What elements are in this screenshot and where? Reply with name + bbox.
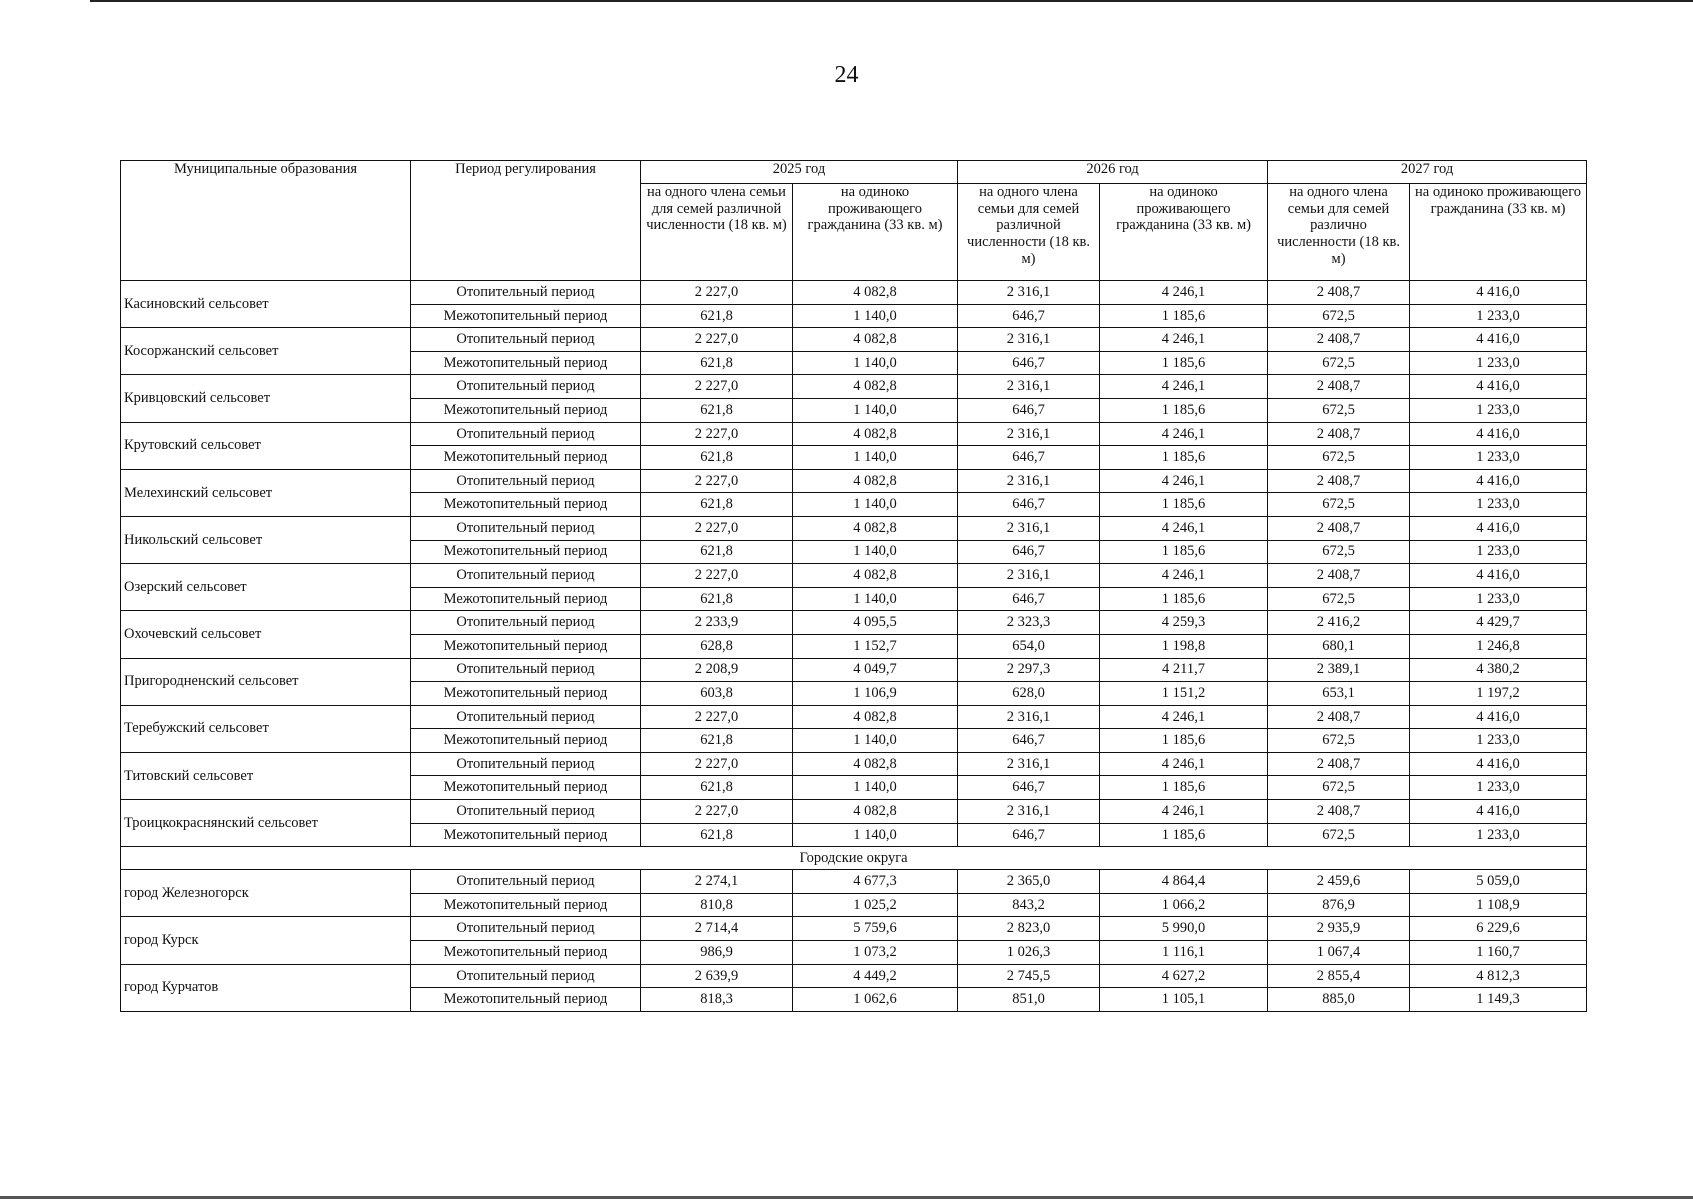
tariff-value: 4 246,1 xyxy=(1100,375,1268,399)
tariff-value: 2 297,3 xyxy=(958,658,1100,682)
tariff-value: 851,0 xyxy=(958,988,1100,1012)
tariff-value: 2 227,0 xyxy=(641,752,793,776)
municipality-name: Охочевский сельсовет xyxy=(121,611,411,658)
municipality-name: Озерский сельсовет xyxy=(121,564,411,611)
period-label: Отопительный период xyxy=(411,516,641,540)
header-subcol: на одного члена семьи для семей различной численности (18 кв. м) xyxy=(958,184,1100,281)
tariff-value: 4 416,0 xyxy=(1410,469,1587,493)
tariff-value: 2 408,7 xyxy=(1268,469,1410,493)
table-row xyxy=(121,917,1587,941)
tariff-value: 1 185,6 xyxy=(1100,776,1268,800)
tariff-value: 646,7 xyxy=(958,493,1100,517)
period-label: Отопительный период xyxy=(411,375,641,399)
municipality-name: Кривцовский сельсовет xyxy=(121,375,411,422)
tariff-value: 653,1 xyxy=(1268,682,1410,706)
header-row-years xyxy=(121,161,1587,184)
tariff-value: 672,5 xyxy=(1268,729,1410,753)
tariff-value: 876,9 xyxy=(1268,893,1410,917)
tariff-value: 1 185,6 xyxy=(1100,823,1268,847)
period-label: Отопительный период xyxy=(411,870,641,894)
tariff-value: 4 416,0 xyxy=(1410,752,1587,776)
tariff-value: 4 049,7 xyxy=(793,658,958,682)
tariff-value: 646,7 xyxy=(958,823,1100,847)
tariff-value: 4 416,0 xyxy=(1410,800,1587,824)
tariff-value: 672,5 xyxy=(1268,776,1410,800)
tariff-value: 2 316,1 xyxy=(958,375,1100,399)
tariff-value: 2 855,4 xyxy=(1268,964,1410,988)
period-label: Межотопительный период xyxy=(411,398,641,422)
tariff-value: 1 108,9 xyxy=(1410,893,1587,917)
period-label: Отопительный период xyxy=(411,281,641,305)
section-title: Городские округа xyxy=(121,847,1587,870)
tariff-value: 4 677,3 xyxy=(793,870,958,894)
period-label: Межотопительный период xyxy=(411,893,641,917)
period-label: Межотопительный период xyxy=(411,729,641,753)
tariff-value: 1 185,6 xyxy=(1100,398,1268,422)
tariff-value: 646,7 xyxy=(958,304,1100,328)
tariff-value: 1 140,0 xyxy=(793,540,958,564)
tariff-value: 680,1 xyxy=(1268,634,1410,658)
tariff-value: 2 316,1 xyxy=(958,328,1100,352)
tariff-value: 672,5 xyxy=(1268,587,1410,611)
tariff-value: 1 233,0 xyxy=(1410,776,1587,800)
tariff-value: 1 185,6 xyxy=(1100,446,1268,470)
tariff-value: 621,8 xyxy=(641,304,793,328)
tariff-value: 4 416,0 xyxy=(1410,516,1587,540)
tariff-value: 1 233,0 xyxy=(1410,398,1587,422)
tariff-value: 621,8 xyxy=(641,776,793,800)
municipality-name: город Курчатов xyxy=(121,964,411,1011)
tariff-value: 4 082,8 xyxy=(793,328,958,352)
municipality-name: Титовский сельсовет xyxy=(121,752,411,799)
tariff-value: 1 197,2 xyxy=(1410,682,1587,706)
tariff-value: 1 149,3 xyxy=(1410,988,1587,1012)
table-body xyxy=(121,281,1587,1012)
tariff-value: 672,5 xyxy=(1268,304,1410,328)
tariff-value: 628,8 xyxy=(641,634,793,658)
header-subcol: на одиноко проживающего гражданина (33 кв. м) xyxy=(1410,184,1587,281)
section-header-row xyxy=(121,847,1587,870)
tariff-value: 621,8 xyxy=(641,823,793,847)
tariff-value: 4 246,1 xyxy=(1100,516,1268,540)
period-label: Отопительный период xyxy=(411,800,641,824)
tariff-value: 5 990,0 xyxy=(1100,917,1268,941)
tariff-value: 4 416,0 xyxy=(1410,705,1587,729)
tariff-value: 1 140,0 xyxy=(793,304,958,328)
tariff-value: 1 185,6 xyxy=(1100,587,1268,611)
period-label: Отопительный период xyxy=(411,964,641,988)
tariff-value: 1 026,3 xyxy=(958,941,1100,965)
tariff-value: 2 745,5 xyxy=(958,964,1100,988)
header-subcol: на одиноко проживающего гражданина (33 кв. м) xyxy=(793,184,958,281)
period-label: Отопительный период xyxy=(411,658,641,682)
tariff-value: 4 246,1 xyxy=(1100,469,1268,493)
tariff-value: 2 408,7 xyxy=(1268,705,1410,729)
tariff-value: 1 140,0 xyxy=(793,493,958,517)
tariff-value: 1 140,0 xyxy=(793,351,958,375)
tariff-value: 4 416,0 xyxy=(1410,564,1587,588)
tariff-value: 628,0 xyxy=(958,682,1100,706)
table-row xyxy=(121,422,1587,446)
tariff-value: 2 408,7 xyxy=(1268,422,1410,446)
header-year-2027: 2027 год xyxy=(1268,161,1587,184)
tariff-value: 4 812,3 xyxy=(1410,964,1587,988)
tariff-value: 621,8 xyxy=(641,729,793,753)
tariff-value: 672,5 xyxy=(1268,398,1410,422)
table-row xyxy=(121,705,1587,729)
municipality-name: Косоржанский сельсовет xyxy=(121,328,411,375)
table-row xyxy=(121,658,1587,682)
tariff-value: 2 323,3 xyxy=(958,611,1100,635)
tariff-value: 603,8 xyxy=(641,682,793,706)
tariff-value: 5 059,0 xyxy=(1410,870,1587,894)
tariff-value: 621,8 xyxy=(641,351,793,375)
tariff-value: 1 105,1 xyxy=(1100,988,1268,1012)
tariff-value: 4 082,8 xyxy=(793,516,958,540)
table-row xyxy=(121,281,1587,305)
period-label: Межотопительный период xyxy=(411,941,641,965)
tariff-value: 4 864,4 xyxy=(1100,870,1268,894)
table-row xyxy=(121,469,1587,493)
table-row xyxy=(121,752,1587,776)
tariff-value: 2 408,7 xyxy=(1268,800,1410,824)
tariff-value: 4 211,7 xyxy=(1100,658,1268,682)
period-label: Отопительный период xyxy=(411,752,641,776)
tariff-value: 4 082,8 xyxy=(793,800,958,824)
period-label: Межотопительный период xyxy=(411,304,641,328)
tariff-value: 1 233,0 xyxy=(1410,823,1587,847)
tariff-value: 1 185,6 xyxy=(1100,493,1268,517)
tariff-value: 1 160,7 xyxy=(1410,941,1587,965)
bottom-rule xyxy=(0,1196,1693,1199)
tariff-value: 1 233,0 xyxy=(1410,587,1587,611)
period-label: Межотопительный период xyxy=(411,823,641,847)
tariff-value: 1 140,0 xyxy=(793,587,958,611)
tariff-value: 1 233,0 xyxy=(1410,540,1587,564)
tariff-value: 1 140,0 xyxy=(793,398,958,422)
tariff-value: 2 316,1 xyxy=(958,800,1100,824)
municipality-name: Никольский сельсовет xyxy=(121,516,411,563)
header-subcol: на одиноко проживающего гражданина (33 кв. м) xyxy=(1100,184,1268,281)
tariff-value: 4 082,8 xyxy=(793,375,958,399)
tariff-value: 843,2 xyxy=(958,893,1100,917)
municipality-name: Теребужский сельсовет xyxy=(121,705,411,752)
municipality-name: город Железногорск xyxy=(121,870,411,917)
period-label: Отопительный период xyxy=(411,917,641,941)
tariff-value: 1 151,2 xyxy=(1100,682,1268,706)
tariff-value: 1 185,6 xyxy=(1100,729,1268,753)
tariff-value: 4 246,1 xyxy=(1100,328,1268,352)
tariff-value: 4 082,8 xyxy=(793,469,958,493)
tariff-value: 4 095,5 xyxy=(793,611,958,635)
tariff-value: 4 380,2 xyxy=(1410,658,1587,682)
table-row xyxy=(121,564,1587,588)
period-label: Отопительный период xyxy=(411,705,641,729)
period-label: Межотопительный период xyxy=(411,682,641,706)
tariff-value: 646,7 xyxy=(958,776,1100,800)
header-subcol: на одного члена семьи для семей различно численности (18 кв. м) xyxy=(1268,184,1410,281)
table-row xyxy=(121,328,1587,352)
municipality-name: Троицкокраснянский сельсовет xyxy=(121,800,411,847)
tariff-value: 2 208,9 xyxy=(641,658,793,682)
tariff-value: 1 140,0 xyxy=(793,776,958,800)
tariff-value: 1 116,1 xyxy=(1100,941,1268,965)
tariff-value: 4 082,8 xyxy=(793,705,958,729)
tariff-value: 2 227,0 xyxy=(641,800,793,824)
tariff-value: 672,5 xyxy=(1268,493,1410,517)
tariff-value: 2 714,4 xyxy=(641,917,793,941)
tariff-value: 2 274,1 xyxy=(641,870,793,894)
tariff-value: 2 408,7 xyxy=(1268,328,1410,352)
table-row xyxy=(121,516,1587,540)
tariff-value: 1 185,6 xyxy=(1100,351,1268,375)
tariff-value: 6 229,6 xyxy=(1410,917,1587,941)
tariff-value: 2 459,6 xyxy=(1268,870,1410,894)
municipality-name: Касиновский сельсовет xyxy=(121,281,411,328)
tariff-value: 1 246,8 xyxy=(1410,634,1587,658)
period-label: Межотопительный период xyxy=(411,776,641,800)
tariff-value: 1 073,2 xyxy=(793,941,958,965)
tariff-value: 2 935,9 xyxy=(1268,917,1410,941)
tariff-value: 1 233,0 xyxy=(1410,493,1587,517)
period-label: Межотопительный период xyxy=(411,493,641,517)
tariff-value: 646,7 xyxy=(958,398,1100,422)
top-rule xyxy=(90,0,1693,2)
tariff-value: 2 227,0 xyxy=(641,328,793,352)
tariff-value: 885,0 xyxy=(1268,988,1410,1012)
tariff-value: 672,5 xyxy=(1268,540,1410,564)
tariff-value: 4 246,1 xyxy=(1100,752,1268,776)
tariff-value: 2 408,7 xyxy=(1268,564,1410,588)
tariff-value: 621,8 xyxy=(641,493,793,517)
tariff-value: 1 106,9 xyxy=(793,682,958,706)
tariff-value: 4 082,8 xyxy=(793,564,958,588)
period-label: Межотопительный период xyxy=(411,446,641,470)
tariff-value: 4 246,1 xyxy=(1100,800,1268,824)
municipality-name: город Курск xyxy=(121,917,411,964)
tariff-value: 2 227,0 xyxy=(641,564,793,588)
municipality-name: Мелехинский сельсовет xyxy=(121,469,411,516)
tariff-value: 621,8 xyxy=(641,398,793,422)
period-label: Межотопительный период xyxy=(411,587,641,611)
tariff-value: 1 025,2 xyxy=(793,893,958,917)
tariff-value: 2 639,9 xyxy=(641,964,793,988)
tariff-value: 1 062,6 xyxy=(793,988,958,1012)
period-label: Межотопительный период xyxy=(411,540,641,564)
table-row xyxy=(121,611,1587,635)
municipality-name: Пригородненский сельсовет xyxy=(121,658,411,705)
tariff-value: 672,5 xyxy=(1268,351,1410,375)
tariff-value: 2 227,0 xyxy=(641,516,793,540)
tariff-value: 2 389,1 xyxy=(1268,658,1410,682)
tariff-value: 4 259,3 xyxy=(1100,611,1268,635)
period-label: Отопительный период xyxy=(411,469,641,493)
tariff-value: 4 416,0 xyxy=(1410,328,1587,352)
tariff-value: 621,8 xyxy=(641,587,793,611)
tariff-value: 672,5 xyxy=(1268,823,1410,847)
tariff-value: 1 185,6 xyxy=(1100,304,1268,328)
tariff-value: 4 246,1 xyxy=(1100,564,1268,588)
tariff-value: 2 227,0 xyxy=(641,422,793,446)
header-year-2025: 2025 год xyxy=(641,161,958,184)
tariff-value: 2 316,1 xyxy=(958,516,1100,540)
tariff-value: 2 408,7 xyxy=(1268,375,1410,399)
tariff-value: 646,7 xyxy=(958,587,1100,611)
header-subcol: на одного члена семьи для семей различной численности (18 кв. м) xyxy=(641,184,793,281)
tariff-value: 4 082,8 xyxy=(793,281,958,305)
municipality-name: Крутовский сельсовет xyxy=(121,422,411,469)
tariff-value: 4 449,2 xyxy=(793,964,958,988)
tariff-value: 2 416,2 xyxy=(1268,611,1410,635)
tariff-value: 1 152,7 xyxy=(793,634,958,658)
tariff-value: 2 316,1 xyxy=(958,422,1100,446)
tariff-value: 1 066,2 xyxy=(1100,893,1268,917)
tariff-value: 2 227,0 xyxy=(641,469,793,493)
tariff-value: 4 416,0 xyxy=(1410,422,1587,446)
tariff-value: 2 227,0 xyxy=(641,281,793,305)
tariff-value: 4 246,1 xyxy=(1100,281,1268,305)
tariff-value: 2 823,0 xyxy=(958,917,1100,941)
tariff-value: 2 316,1 xyxy=(958,281,1100,305)
tariff-value: 4 246,1 xyxy=(1100,422,1268,446)
tariff-value: 646,7 xyxy=(958,729,1100,753)
tariff-value: 4 429,7 xyxy=(1410,611,1587,635)
tariff-value: 2 233,9 xyxy=(641,611,793,635)
tariff-value: 2 316,1 xyxy=(958,705,1100,729)
tariff-value: 1 185,6 xyxy=(1100,540,1268,564)
tariff-value: 1 140,0 xyxy=(793,446,958,470)
tariff-value: 5 759,6 xyxy=(793,917,958,941)
tariff-value: 1 233,0 xyxy=(1410,304,1587,328)
tariff-value: 2 316,1 xyxy=(958,564,1100,588)
tariff-value: 2 227,0 xyxy=(641,375,793,399)
period-label: Межотопительный период xyxy=(411,351,641,375)
tariff-value: 2 365,0 xyxy=(958,870,1100,894)
tariff-value: 2 408,7 xyxy=(1268,281,1410,305)
tariff-value: 1 233,0 xyxy=(1410,351,1587,375)
tariff-value: 1 140,0 xyxy=(793,823,958,847)
header-municipality: Муниципальные образования xyxy=(121,161,411,281)
tariff-value: 810,8 xyxy=(641,893,793,917)
tariff-value: 672,5 xyxy=(1268,446,1410,470)
tariff-value: 4 246,1 xyxy=(1100,705,1268,729)
tariff-value: 986,9 xyxy=(641,941,793,965)
tariff-value: 1 140,0 xyxy=(793,729,958,753)
tariff-value: 4 416,0 xyxy=(1410,375,1587,399)
tariff-value: 646,7 xyxy=(958,446,1100,470)
tariff-value: 2 316,1 xyxy=(958,752,1100,776)
page-number: 24 xyxy=(834,62,859,88)
tariff-value: 4 082,8 xyxy=(793,752,958,776)
header-period: Период регулирования xyxy=(411,161,641,281)
header-year-2026: 2026 год xyxy=(958,161,1268,184)
table-row xyxy=(121,870,1587,894)
tariff-value: 646,7 xyxy=(958,540,1100,564)
tariff-table xyxy=(120,160,1587,1012)
tariff-value: 818,3 xyxy=(641,988,793,1012)
period-label: Отопительный период xyxy=(411,564,641,588)
tariff-value: 1 233,0 xyxy=(1410,446,1587,470)
tariff-value: 1 233,0 xyxy=(1410,729,1587,753)
period-label: Отопительный период xyxy=(411,422,641,446)
tariff-value: 2 227,0 xyxy=(641,705,793,729)
tariff-value: 1 067,4 xyxy=(1268,941,1410,965)
tariff-value: 2 316,1 xyxy=(958,469,1100,493)
tariff-value: 4 416,0 xyxy=(1410,281,1587,305)
period-label: Отопительный период xyxy=(411,328,641,352)
period-label: Отопительный период xyxy=(411,611,641,635)
table-row xyxy=(121,964,1587,988)
period-label: Межотопительный период xyxy=(411,634,641,658)
tariff-value: 621,8 xyxy=(641,446,793,470)
tariff-value: 2 408,7 xyxy=(1268,752,1410,776)
table-row xyxy=(121,800,1587,824)
tariff-value: 4 627,2 xyxy=(1100,964,1268,988)
tariff-value: 621,8 xyxy=(641,540,793,564)
tariff-value: 654,0 xyxy=(958,634,1100,658)
tariff-value: 1 198,8 xyxy=(1100,634,1268,658)
table-row xyxy=(121,375,1587,399)
tariff-value: 646,7 xyxy=(958,351,1100,375)
tariff-value: 2 408,7 xyxy=(1268,516,1410,540)
period-label: Межотопительный период xyxy=(411,988,641,1012)
tariff-value: 4 082,8 xyxy=(793,422,958,446)
